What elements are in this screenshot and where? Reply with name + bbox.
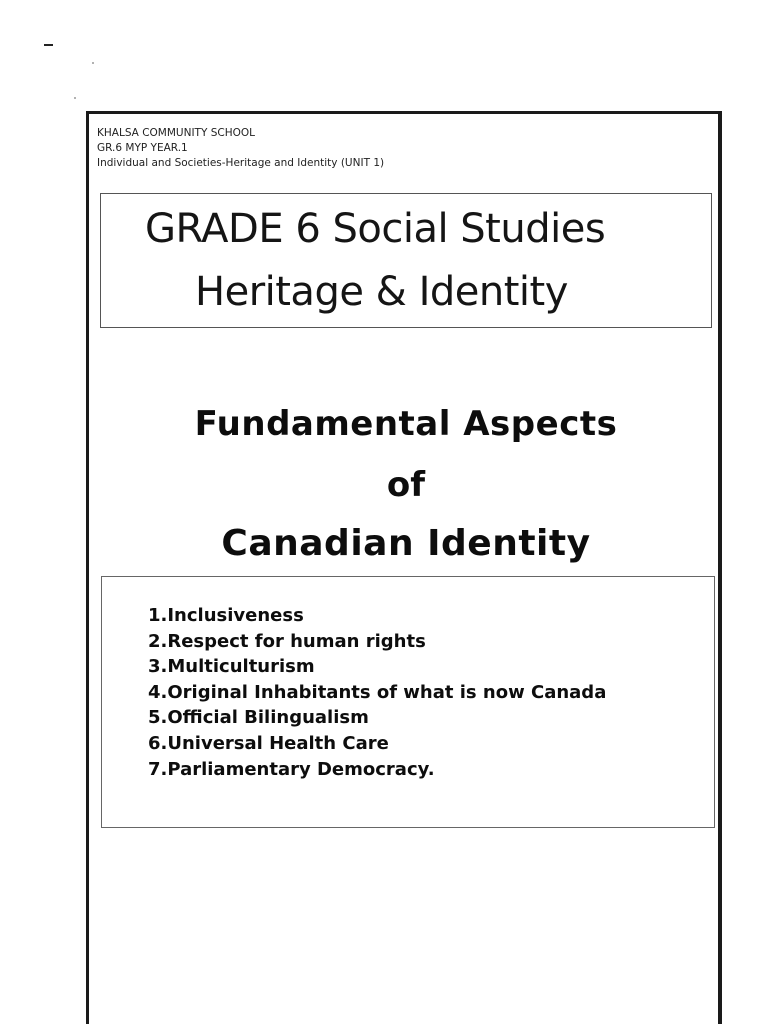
document-header xyxy=(97,126,384,171)
list-item: 3.Multiculturism xyxy=(148,656,315,678)
aspects-list xyxy=(148,603,606,782)
title-box xyxy=(100,193,712,328)
scan-artifact-dot xyxy=(74,97,76,99)
list-item: 2.Respect for human rights xyxy=(148,630,426,652)
title-line-1: GRADE 6 Social Studies xyxy=(145,206,606,252)
title-line-2: Heritage & Identity xyxy=(195,269,568,315)
list-item: 5.Official Bilingualism xyxy=(148,707,369,729)
list-item: 6.Universal Health Care xyxy=(148,732,389,754)
scan-artifact-dot xyxy=(92,62,94,64)
list-item: 4.Original Inhabitants of what is now Canada xyxy=(148,681,607,703)
school-name: KHALSA COMMUNITY SCHOOL xyxy=(97,127,255,139)
heading-line-2: of xyxy=(386,465,426,505)
list-item: 7.Parliamentary Democracy. xyxy=(148,758,435,780)
grade-year: GR.6 MYP YEAR.1 xyxy=(97,142,188,154)
heading-line-1: Fundamental Aspects xyxy=(194,404,618,444)
list-item: 1.Inclusiveness xyxy=(148,605,304,626)
unit-name: Individual and Societies-Heritage and Identity (UNIT 1) xyxy=(97,157,385,169)
scan-artifact-mark xyxy=(44,44,53,46)
aspects-box xyxy=(101,576,715,828)
heading-line-3: Canadian Identity xyxy=(221,523,591,564)
